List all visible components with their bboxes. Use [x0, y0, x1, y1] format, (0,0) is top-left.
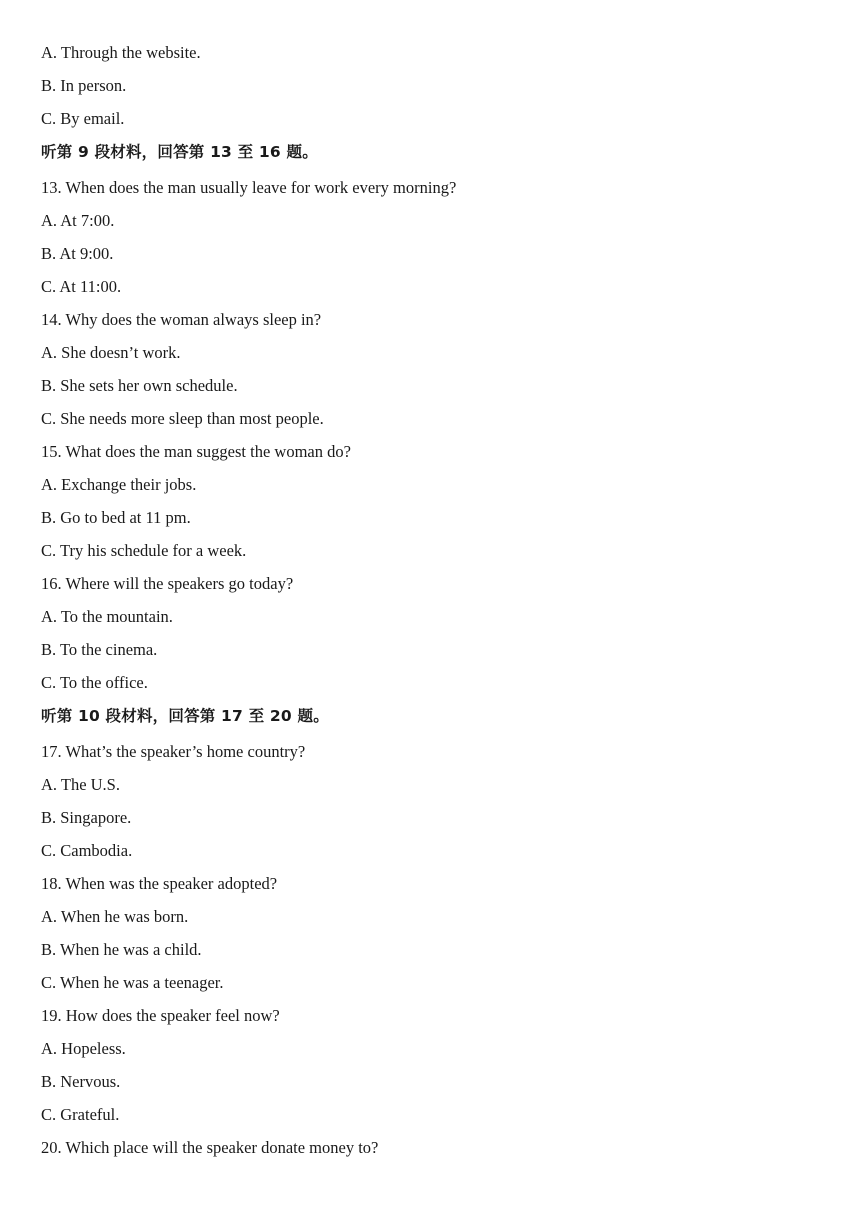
option-line: C. Grateful. [41, 1105, 120, 1124]
option-line: C. At 11:00. [41, 277, 122, 296]
option-line: A. Through the website. [41, 43, 201, 62]
option-line: C. Cambodia. [41, 841, 133, 860]
question-line: 13. When does the man usually leave for work every morning? [41, 178, 457, 197]
option-line: C. To the office. [41, 673, 148, 692]
option-line: B. When he was a child. [41, 940, 202, 959]
option-line: A. When he was born. [41, 907, 189, 926]
option-line: C. By email. [41, 109, 125, 128]
question-line: 18. When was the speaker adopted? [41, 874, 278, 893]
option-line: A. To the mountain. [41, 607, 173, 626]
option-line: A. The U.S. [41, 775, 120, 794]
option-line: B. She sets her own schedule. [41, 376, 238, 395]
section-heading: 听第 9 段材料，回答第 13 至 16 题。 [41, 143, 318, 161]
option-line: B. Go to bed at 11 pm. [41, 508, 191, 527]
option-line: C. When he was a teenager. [41, 973, 224, 992]
option-line: B. Nervous. [41, 1072, 121, 1091]
option-line: A. Exchange their jobs. [41, 475, 197, 494]
option-line: C. Try his schedule for a week. [41, 541, 247, 560]
question-line: 17. What’s the speaker’s home country? [41, 742, 306, 761]
question-line: 20. Which place will the speaker donate money to? [41, 1138, 379, 1157]
option-line: C. She needs more sleep than most people. [41, 409, 324, 428]
question-line: 15. What does the man suggest the woman do? [41, 442, 351, 461]
option-line: A. At 7:00. [41, 211, 115, 230]
question-line: 16. Where will the speakers go today? [41, 574, 294, 593]
question-line: 19. How does the speaker feel now? [41, 1006, 280, 1025]
option-line: B. In person. [41, 76, 127, 95]
option-line: A. Hopeless. [41, 1039, 126, 1058]
option-line: B. At 9:00. [41, 244, 114, 263]
option-line: B. To the cinema. [41, 640, 158, 659]
section-heading: 听第 10 段材料，回答第 17 至 20 题。 [41, 707, 329, 725]
question-line: 14. Why does the woman always sleep in? [41, 310, 322, 329]
option-line: B. Singapore. [41, 808, 132, 827]
option-line: A. She doesn’t work. [41, 343, 181, 362]
